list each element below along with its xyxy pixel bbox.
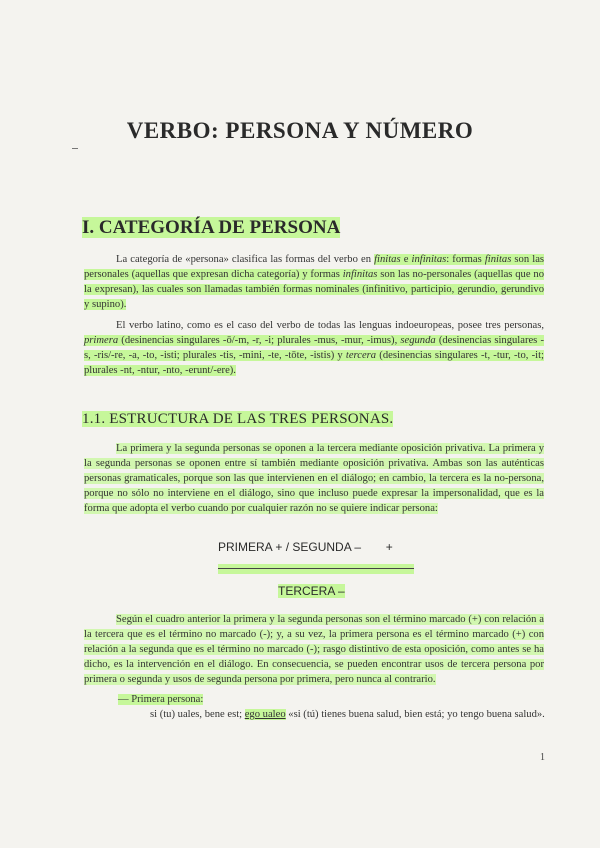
section-heading-1-1-text: 1.1. ESTRUCTURA DE LAS TRES PERSONAS. xyxy=(82,411,394,427)
paragraph-1: La categoría de «persona» clasifica las formas del verbo en finitas e infinitas: formas finitas son las personales (aquellas que expresan dicha categoría) y formas infinitas son las no-personales (aquellas que no la expresan), las cuales son llamadas también formas nominales (infinitivo, participio, gerundio, gerundivo y supino). xyxy=(84,254,545,310)
paragraph-2: El verbo latino, como es el caso del verbo de todas las lenguas indoeuropeas, posee tres personas, primera (desinencias singulares -ō/-m, -r, -i; plurales -mus, -mur, -imus), segunda (desinencias singulares -s, -ris/-re, -a, -to, -isti; plurales -tis, -mini, -te, -tōte, -istis) y tercera (desinencias singulares -t, -tur, -to, -it; plurales -nt, -ntur, -nto, -erunt/-ere). xyxy=(84,320,544,376)
scheme-bottom-text: TERCERA – xyxy=(278,584,345,598)
opposition-scheme-top xyxy=(218,540,393,554)
example-sentence: si (tu) uales, bene est; ego ualeo «si (tú) tienes buena salud, bien está; yo tengo buena salud». xyxy=(150,709,545,720)
opposition-scheme-divider xyxy=(218,564,414,574)
section-heading-1-text: I. CATEGORÍA DE PERSONA xyxy=(82,217,341,238)
scheme-top-text: PRIMERA + / SEGUNDA – xyxy=(218,540,362,554)
paragraph-4: Según el cuadro anterior la primera y la segunda personas son el término marcado (+) con relación a la tercera que es el término no marcado (-); y, a su vez, la primera persona es el término marcado (+) con relación a la segunda que es el término no marcado (-); rasgo distintivo de esta oposición, como antes se ha dicho, es la intervención en el diálogo. En consecuencia, se pueden encontrar usos de tercera persona por primera o segunda y usos de segunda persona por primera, pero nunca al contrario. xyxy=(84,614,544,685)
section-heading-1-1 xyxy=(82,411,393,428)
page-title: VERBO: PERSONA Y NÚMERO xyxy=(126,118,474,143)
margin-mark xyxy=(72,148,78,149)
section-heading-1 xyxy=(82,217,340,239)
paragraph-3: La primera y la segunda personas se oponen a la tercera mediante oposición privativa. La primera y la segunda personas se oponen entre sí también mediante oposición privativa. Ambas son las auténticas personas gramaticales, porque son las que intervienen en el diálogo; en cambio, la tercera es la no-persona, porque no sólo no interviene en el diálogo, sino que incluso puede expresar la impersonalidad, que es la forma que adopta el verbo cuando por cualquier razón no se quiere indicar persona: xyxy=(84,443,544,514)
opposition-scheme-bottom xyxy=(278,584,345,598)
page-number: 1 xyxy=(540,752,545,763)
scheme-top-plus: + xyxy=(385,540,393,554)
list-label-primera: — Primera persona: xyxy=(118,694,204,705)
